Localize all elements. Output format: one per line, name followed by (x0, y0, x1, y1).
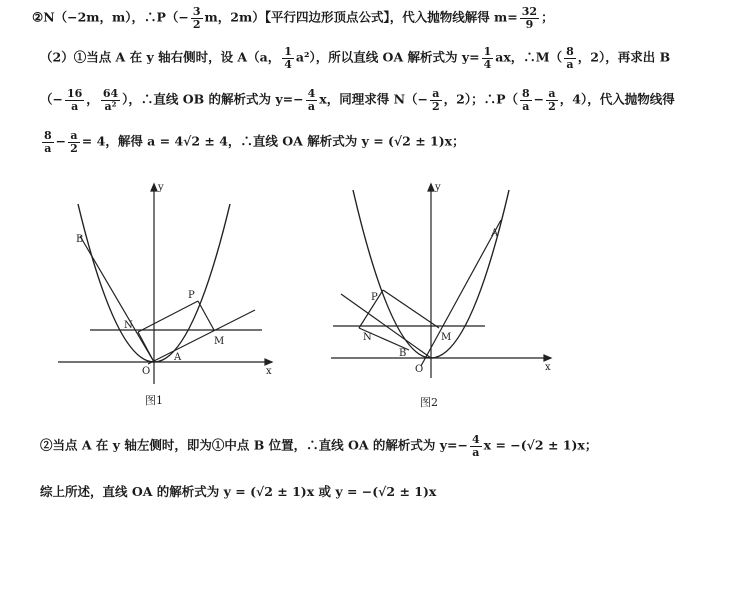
solution-line-3 (40, 88, 675, 112)
figure-2 (325, 178, 560, 393)
text: x，同理求得 N（− (319, 91, 428, 107)
figure-2-caption: 图2 (420, 396, 438, 409)
fraction: $\frac{32}{9}$ (521, 5, 538, 31)
fraction: $\frac{8}{a}$ (566, 45, 574, 71)
figure-1 (50, 178, 280, 393)
figure-1-caption: 图1 (145, 394, 163, 407)
text: − (55, 133, 67, 149)
solution-line-1 (32, 6, 554, 30)
segment-pm (198, 301, 214, 330)
text: ax，∴M（ (495, 49, 563, 65)
text: a²），所以直线 OA 解析式为 y= (295, 49, 480, 65)
label-p: P (188, 290, 195, 301)
label-y: y (158, 182, 164, 193)
label-y: y (435, 182, 441, 193)
text: m，2m）【平行四边形顶点公式】，代入抛物线解得 m= (204, 9, 518, 25)
label-x: x (266, 366, 272, 377)
y-arrow (428, 184, 434, 191)
fraction: $\frac{3}{2}$ (192, 5, 201, 31)
text: − (533, 91, 545, 107)
fraction: $\frac{64}{\text{a²}}$ (102, 87, 119, 113)
label-m: M (441, 332, 452, 343)
text: ②当点 A 在 y 轴左侧时，即为①中点 B 位置，∴直线 OA 的解析式为 y=− (40, 437, 468, 453)
fraction: $\frac{a}{2}$ (431, 87, 440, 113)
text: ； (541, 9, 554, 25)
text: ，2），再求出 B (577, 49, 671, 65)
label-o: O (415, 364, 424, 375)
x-arrow (265, 359, 272, 365)
label-a: A (174, 352, 182, 363)
text: = 4，解得 a = 4√2 ± 4，∴直线 OA 解析式为 y = (√2 ± 1)x； (81, 133, 465, 149)
fraction: $\frac{a}{2}$ (548, 87, 556, 113)
solution-line-4 (40, 130, 465, 154)
text: ），∴直线 OB 的解析式为 y=− (122, 91, 304, 107)
text: x = −(√2 ± 1)x； (483, 437, 598, 453)
solution-line-5 (40, 434, 597, 458)
text: ，4），代入抛物线得 (559, 91, 675, 107)
text: ， (86, 91, 99, 107)
label-n: N (363, 332, 372, 343)
text: ，2）；∴P（ (443, 91, 518, 107)
y-arrow (151, 184, 157, 191)
fraction: $\frac{8}{a}$ (44, 129, 52, 155)
label-a: A (491, 228, 499, 239)
label-x: x (545, 362, 551, 373)
fraction: $\frac{1}{4}$ (284, 45, 292, 71)
fraction: $\frac{4}{a}$ (472, 433, 480, 459)
text: （− (40, 91, 63, 107)
label-n: N (124, 320, 133, 331)
text: ②N（−2m，m），∴P（− (32, 9, 189, 25)
fraction: $\frac{4}{a}$ (307, 87, 316, 113)
fraction: $\frac{1}{4}$ (483, 45, 492, 71)
line-ob (80, 236, 154, 362)
x-arrow (544, 355, 551, 361)
fraction: $\frac{8}{a}$ (522, 87, 530, 113)
solution-line-6: 综上所述，直线 OA 的解析式为 y = (√2 ± 1)x 或 y = −(√2 ± 1)x (40, 484, 437, 499)
label-p: P (371, 292, 378, 303)
label-b: B (76, 234, 84, 245)
label-b: B (399, 348, 407, 359)
fraction: $\frac{16}{a}$ (66, 87, 83, 113)
solution-line-2 (40, 46, 670, 70)
label-m: M (214, 336, 225, 347)
text: （2）①当点 A 在 y 轴右侧时，设 A（a， (40, 49, 281, 65)
label-o: O (142, 366, 151, 377)
fraction: $\frac{a}{2}$ (70, 129, 78, 155)
line-oa (421, 220, 501, 366)
